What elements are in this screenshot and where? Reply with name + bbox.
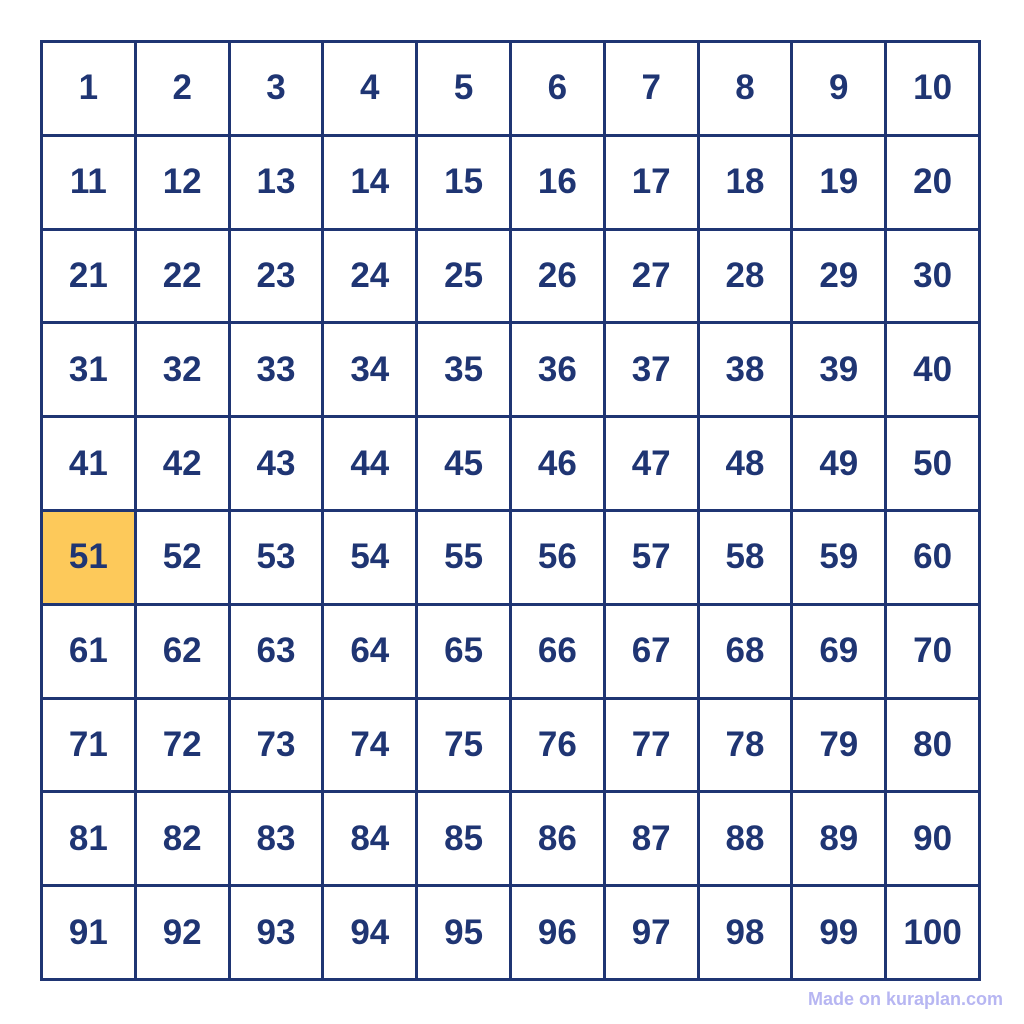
number-cell[interactable]: 10 (887, 43, 981, 137)
number-cell[interactable]: 49 (793, 418, 887, 512)
number-cell[interactable]: 86 (512, 793, 606, 887)
number-cell[interactable]: 79 (793, 700, 887, 794)
number-cell[interactable]: 87 (606, 793, 700, 887)
number-cell[interactable]: 6 (512, 43, 606, 137)
number-cell[interactable]: 22 (137, 231, 231, 325)
number-cell[interactable]: 35 (418, 324, 512, 418)
number-cell[interactable]: 78 (700, 700, 794, 794)
number-cell[interactable]: 60 (887, 512, 981, 606)
number-cell[interactable]: 12 (137, 137, 231, 231)
number-cell[interactable]: 36 (512, 324, 606, 418)
credit-watermark: Made on kuraplan.com (807, 989, 1003, 1009)
number-cell[interactable]: 50 (887, 418, 981, 512)
number-cell[interactable]: 41 (43, 418, 137, 512)
number-cell[interactable]: 34 (324, 324, 418, 418)
number-cell[interactable]: 26 (512, 231, 606, 325)
number-cell[interactable]: 31 (43, 324, 137, 418)
number-cell[interactable]: 71 (43, 700, 137, 794)
number-cell[interactable]: 55 (418, 512, 512, 606)
number-cell[interactable]: 30 (887, 231, 981, 325)
number-cell[interactable]: 4 (324, 43, 418, 137)
number-cell[interactable]: 40 (887, 324, 981, 418)
number-cell[interactable]: 19 (793, 137, 887, 231)
number-cell[interactable]: 28 (700, 231, 794, 325)
number-cell[interactable]: 95 (418, 887, 512, 981)
number-cell[interactable]: 75 (418, 700, 512, 794)
number-cell[interactable]: 98 (700, 887, 794, 981)
number-cell[interactable]: 45 (418, 418, 512, 512)
number-cell[interactable]: 2 (137, 43, 231, 137)
number-cell[interactable]: 42 (137, 418, 231, 512)
number-cell[interactable]: 61 (43, 606, 137, 700)
number-cell[interactable]: 67 (606, 606, 700, 700)
number-cell[interactable]: 93 (231, 887, 325, 981)
number-cell[interactable]: 16 (512, 137, 606, 231)
number-cell[interactable]: 63 (231, 606, 325, 700)
number-cell[interactable]: 70 (887, 606, 981, 700)
number-cell[interactable]: 76 (512, 700, 606, 794)
number-cell[interactable]: 88 (700, 793, 794, 887)
number-cell[interactable]: 64 (324, 606, 418, 700)
number-cell[interactable]: 92 (137, 887, 231, 981)
number-cell[interactable]: 11 (43, 137, 137, 231)
number-cell[interactable]: 17 (606, 137, 700, 231)
number-cell[interactable]: 43 (231, 418, 325, 512)
number-cell[interactable]: 7 (606, 43, 700, 137)
number-cell[interactable]: 33 (231, 324, 325, 418)
number-cell[interactable]: 62 (137, 606, 231, 700)
number-cell[interactable]: 100 (887, 887, 981, 981)
number-cell[interactable]: 44 (324, 418, 418, 512)
number-cell[interactable]: 73 (231, 700, 325, 794)
number-cell[interactable]: 83 (231, 793, 325, 887)
number-cell[interactable]: 47 (606, 418, 700, 512)
number-cell[interactable]: 48 (700, 418, 794, 512)
number-cell[interactable]: 65 (418, 606, 512, 700)
number-cell[interactable]: 85 (418, 793, 512, 887)
number-cell[interactable]: 46 (512, 418, 606, 512)
number-cell[interactable]: 91 (43, 887, 137, 981)
number-cell[interactable]: 52 (137, 512, 231, 606)
number-cell[interactable]: 8 (700, 43, 794, 137)
number-cell-highlighted[interactable]: 51 (43, 512, 137, 606)
number-cell[interactable]: 14 (324, 137, 418, 231)
number-cell[interactable]: 58 (700, 512, 794, 606)
number-cell[interactable]: 24 (324, 231, 418, 325)
number-cell[interactable]: 94 (324, 887, 418, 981)
number-cell[interactable]: 74 (324, 700, 418, 794)
number-cell[interactable]: 15 (418, 137, 512, 231)
number-cell[interactable]: 99 (793, 887, 887, 981)
number-cell[interactable]: 72 (137, 700, 231, 794)
number-cell[interactable]: 37 (606, 324, 700, 418)
number-cell[interactable]: 54 (324, 512, 418, 606)
number-cell[interactable]: 96 (512, 887, 606, 981)
number-cell[interactable]: 57 (606, 512, 700, 606)
number-cell[interactable]: 77 (606, 700, 700, 794)
number-cell[interactable]: 13 (231, 137, 325, 231)
number-cell[interactable]: 39 (793, 324, 887, 418)
number-cell[interactable]: 5 (418, 43, 512, 137)
number-cell[interactable]: 3 (231, 43, 325, 137)
number-cell[interactable]: 32 (137, 324, 231, 418)
number-cell[interactable]: 27 (606, 231, 700, 325)
number-cell[interactable]: 18 (700, 137, 794, 231)
number-cell[interactable]: 1 (43, 43, 137, 137)
number-cell[interactable]: 38 (700, 324, 794, 418)
number-cell[interactable]: 59 (793, 512, 887, 606)
number-cell[interactable]: 56 (512, 512, 606, 606)
number-cell[interactable]: 20 (887, 137, 981, 231)
number-cell[interactable]: 66 (512, 606, 606, 700)
number-cell[interactable]: 82 (137, 793, 231, 887)
number-cell[interactable]: 81 (43, 793, 137, 887)
number-cell[interactable]: 53 (231, 512, 325, 606)
number-cell[interactable]: 25 (418, 231, 512, 325)
number-cell[interactable]: 69 (793, 606, 887, 700)
number-cell[interactable]: 84 (324, 793, 418, 887)
number-cell[interactable]: 29 (793, 231, 887, 325)
number-cell[interactable]: 89 (793, 793, 887, 887)
number-cell[interactable]: 90 (887, 793, 981, 887)
hundred-chart (40, 40, 981, 981)
number-cell[interactable]: 68 (700, 606, 794, 700)
number-cell[interactable]: 97 (606, 887, 700, 981)
number-cell[interactable]: 21 (43, 231, 137, 325)
number-cell[interactable]: 23 (231, 231, 325, 325)
number-cell[interactable]: 80 (887, 700, 981, 794)
number-cell[interactable]: 9 (793, 43, 887, 137)
